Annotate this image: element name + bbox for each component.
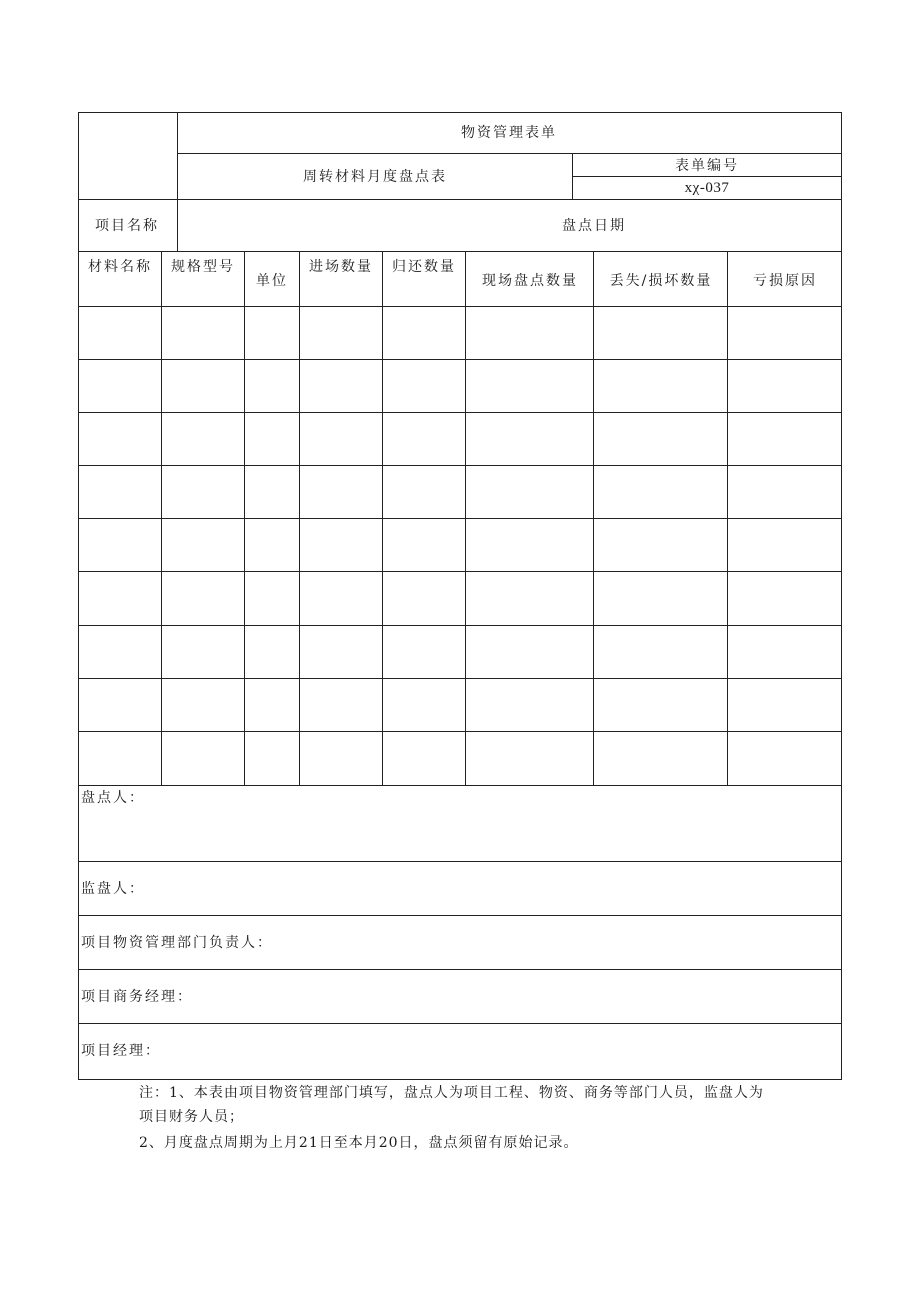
supervisor-label: 监盘人： bbox=[81, 881, 145, 897]
org-title: 物资管理表单 bbox=[461, 125, 557, 141]
row-line bbox=[78, 465, 842, 466]
header-line-1 bbox=[177, 153, 842, 154]
row-line bbox=[78, 571, 842, 572]
form-title: 周转材料月度盘点表 bbox=[303, 169, 447, 185]
note-line-1: 注：1、本表由项目物资管理部门填写，盘点人为项目工程、物资、商务等部门人员，监盘人为 bbox=[139, 1085, 764, 1101]
column-header-returned-qty: 归还数量 bbox=[392, 259, 456, 275]
row-line bbox=[78, 731, 842, 732]
business-manager-label: 项目商务经理： bbox=[81, 989, 193, 1005]
note-line-3: 2、月度盘点周期为上月21日至本月20日，盘点须留有原始记录。 bbox=[139, 1135, 579, 1151]
row-line bbox=[78, 678, 842, 679]
column-header-spec-model: 规格型号 bbox=[171, 259, 235, 275]
project-manager-label: 项目经理： bbox=[81, 1043, 161, 1059]
sign-line-3 bbox=[78, 969, 842, 970]
checker-label: 盘点人： bbox=[81, 790, 145, 806]
header-bottom-line bbox=[78, 199, 842, 200]
column-header-material-name: 材料名称 bbox=[88, 259, 152, 275]
table-bottom-line bbox=[78, 785, 842, 786]
check-date-label: 盘点日期 bbox=[562, 218, 626, 234]
header-line-2 bbox=[572, 176, 842, 177]
column-header-unit: 单位 bbox=[256, 273, 288, 289]
column-header-incoming-qty: 进场数量 bbox=[309, 259, 373, 275]
dept-head-label: 项目物资管理部门负责人： bbox=[81, 935, 273, 951]
row-line bbox=[78, 306, 842, 307]
logo-cell-divider bbox=[177, 112, 178, 251]
project-name-label: 项目名称 bbox=[95, 218, 159, 234]
column-header-onsite-count: 现场盘点数量 bbox=[482, 273, 578, 289]
form-no-label: 表单编号 bbox=[675, 158, 739, 174]
column-header-lost-damaged: 丢失/损坏数量 bbox=[609, 273, 713, 289]
row-line bbox=[78, 518, 842, 519]
sign-line-4 bbox=[78, 1023, 842, 1024]
column-header-loss-reason: 亏损原因 bbox=[753, 273, 817, 289]
row-line bbox=[78, 359, 842, 360]
form-no-value: xχ-037 bbox=[684, 180, 730, 196]
row-line bbox=[78, 412, 842, 413]
sign-line-2 bbox=[78, 915, 842, 916]
sign-line-1 bbox=[78, 861, 842, 862]
note-line-2: 项目财务人员； bbox=[139, 1109, 244, 1125]
row-line bbox=[78, 625, 842, 626]
